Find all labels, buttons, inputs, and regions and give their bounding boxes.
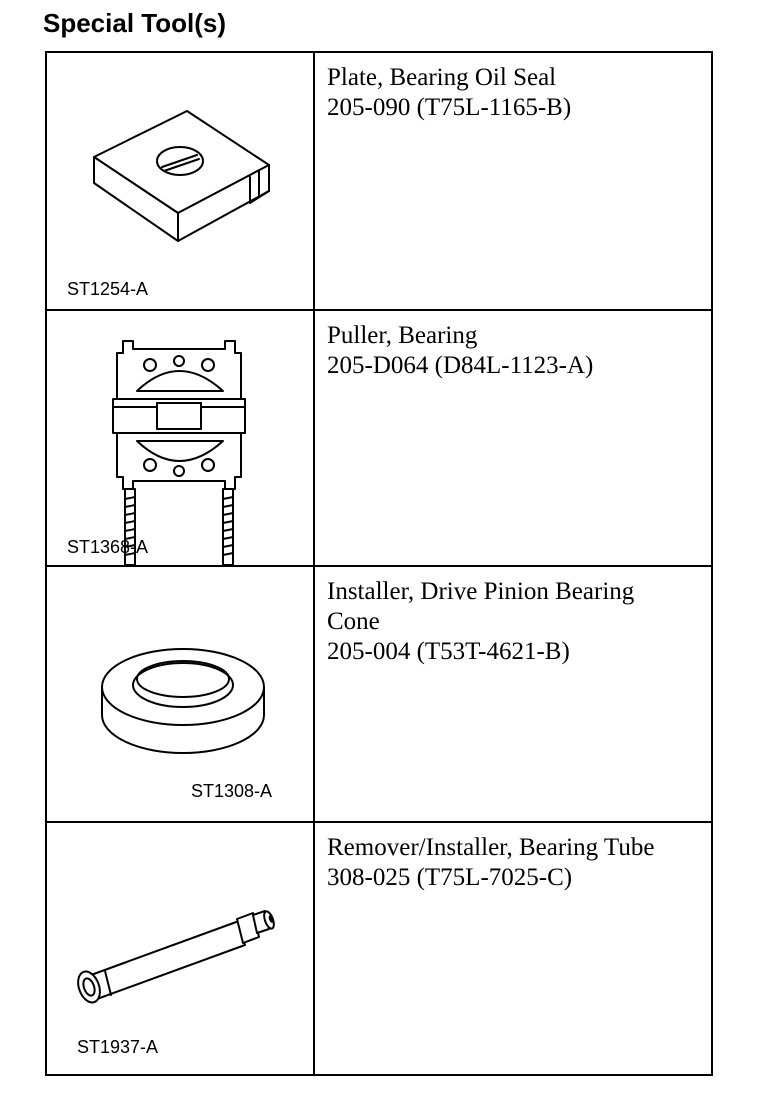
figure-id: ST1308-A: [191, 781, 273, 801]
figure-id: ST1368-A: [67, 537, 149, 557]
tool-row: [47, 311, 711, 567]
illustration-cell: [47, 53, 315, 309]
tool-description: [315, 567, 711, 821]
bearing-puller-icon: [47, 311, 313, 567]
illustration-cell: [47, 311, 315, 565]
tool-row: [47, 823, 711, 1074]
figure-id: ST1937-A: [77, 1037, 159, 1057]
tool-description: [315, 311, 711, 565]
tool-part-number: 205-D064 (D84L-1123-A): [327, 352, 594, 379]
tool-part-number: 308-025 (T75L-7025-C): [327, 864, 573, 891]
special-tools-table: [45, 51, 713, 1076]
tool-row: [47, 567, 711, 823]
tool-description: [315, 53, 711, 309]
bearing-oil-seal-plate-icon: [47, 53, 313, 309]
figure-id: ST1254-A: [67, 279, 149, 299]
tool-name: Remover/Installer, Bearing Tube: [327, 834, 655, 861]
tool-description: [315, 823, 711, 1074]
tool-part-number: 205-004 (T53T-4621-B): [327, 638, 570, 665]
illustration-cell: [47, 567, 315, 821]
illustration-cell: [47, 823, 315, 1074]
tool-name: Puller, Bearing: [327, 322, 478, 349]
tool-name-line1: Installer, Drive Pinion Bearing: [327, 578, 635, 605]
page-title: Special Tool(s): [43, 8, 226, 38]
pinion-bearing-cone-installer-icon: [47, 567, 313, 823]
tool-name-line2: Cone: [327, 608, 380, 635]
tool-name: Plate, Bearing Oil Seal: [327, 64, 557, 91]
tool-part-number: 205-090 (T75L-1165-B): [327, 94, 572, 121]
tool-row: [47, 53, 711, 311]
